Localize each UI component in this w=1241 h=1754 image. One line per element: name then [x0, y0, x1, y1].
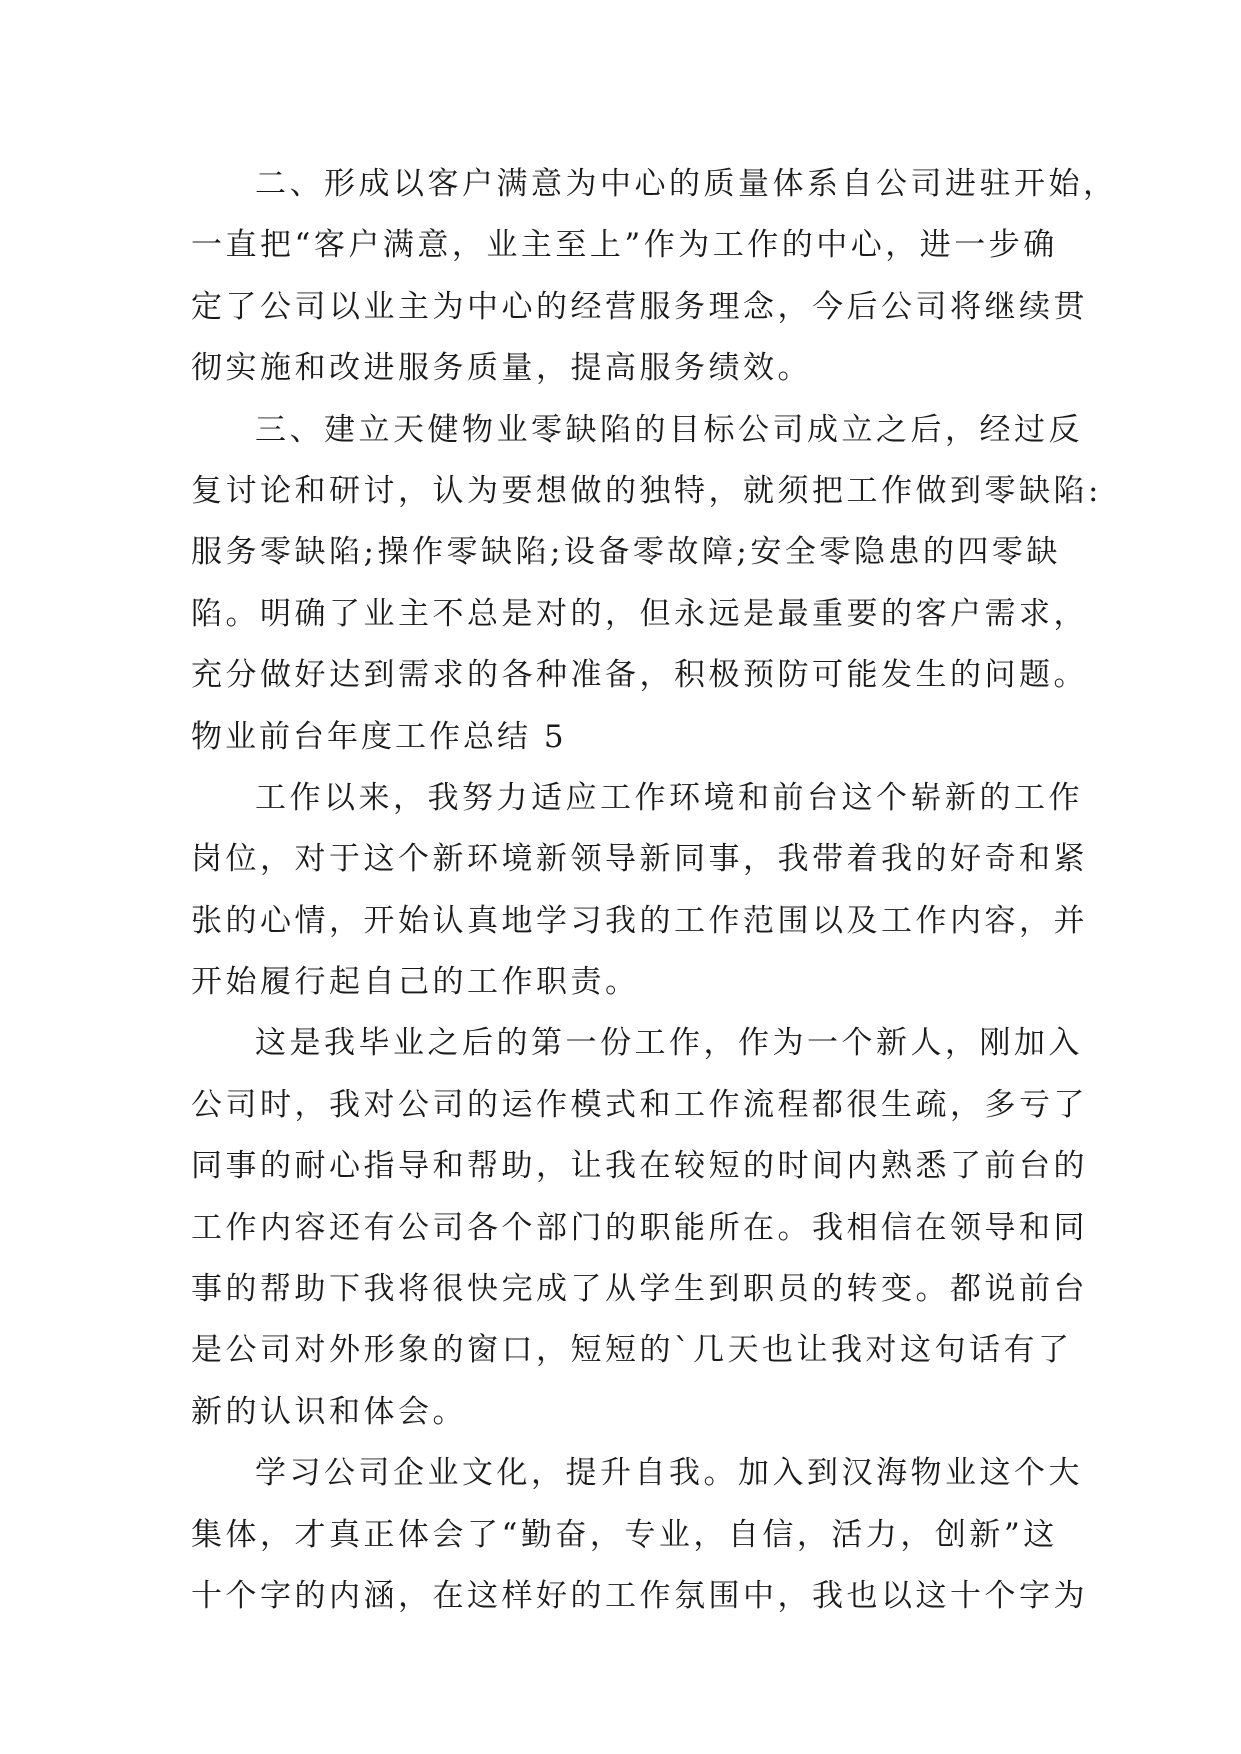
text-line: 服务零缺陷;操作零缺陷;设备零故障;安全零隐患的四零缺 — [191, 534, 1061, 571]
text-line: 三、建立天健物业零缺陷的目标公司成立之后，经过反 — [255, 411, 1083, 448]
text-line: 学习公司企业文化，提升自我。加入到汉海物业这个大 — [255, 1455, 1083, 1492]
text-line: 同事的耐心指导和帮助，让我在较短的时间内熟悉了前台的 — [191, 1148, 1088, 1185]
text-line: 是公司对外形象的窗口，短短的`几天也让我对这句话有了 — [191, 1332, 1073, 1369]
text-line: 定了公司以业主为中心的经营服务理念，今后公司将继续贯 — [191, 288, 1088, 325]
text-line: 彻实施和改进服务质量，提高服务绩效。 — [191, 350, 812, 387]
section-heading: 物业前台年度工作总结 5 — [191, 718, 567, 755]
text-line: 工作内容还有公司各个部门的职能所在。我相信在领导和同 — [191, 1209, 1088, 1246]
text-line: 一直把“客户满意，业主至上”作为工作的中心，进一步确 — [191, 227, 1058, 264]
text-line: 岗位，对于这个新环境新领导新同事，我带着我的好奇和紧 — [191, 841, 1088, 878]
text-line: 事的帮助下我将很快完成了从学生到职员的转变。都说前台 — [191, 1271, 1088, 1308]
text-line: 集体，才真正体会了“勤奋，专业，自信，活力，创新”这 — [191, 1516, 1058, 1553]
text-line: 十个字的内涵，在这样好的工作氛围中，我也以这十个字为 — [191, 1577, 1088, 1614]
text-line: 开始履行起自己的工作职责。 — [191, 964, 640, 1001]
text-line: 这是我毕业之后的第一份工作，作为一个新人，刚加入 — [255, 1025, 1083, 1062]
text-line: 公司时，我对公司的运作模式和工作流程都很生疏，多亏了 — [191, 1086, 1088, 1123]
text-line: 张的心情，开始认真地学习我的工作范围以及工作内容，并 — [191, 902, 1088, 939]
text-line: 二、形成以客户满意为中心的质量体系自公司进驻开始， — [255, 166, 1118, 202]
text-line: 工作以来，我努力适应工作环境和前台这个崭新的工作 — [255, 779, 1083, 816]
text-line: 复讨论和研讨，认为要想做的独特，就须把工作做到零缺陷: — [191, 472, 1102, 509]
text-line: 充分做好达到需求的各种准备，积极预防可能发生的问题。 — [191, 657, 1088, 694]
document-body — [191, 154, 1118, 1627]
text-line: 新的认识和体会。 — [191, 1393, 467, 1430]
text-line: 陷。明确了业主不总是对的，但永远是最重要的客户需求， — [191, 595, 1088, 632]
